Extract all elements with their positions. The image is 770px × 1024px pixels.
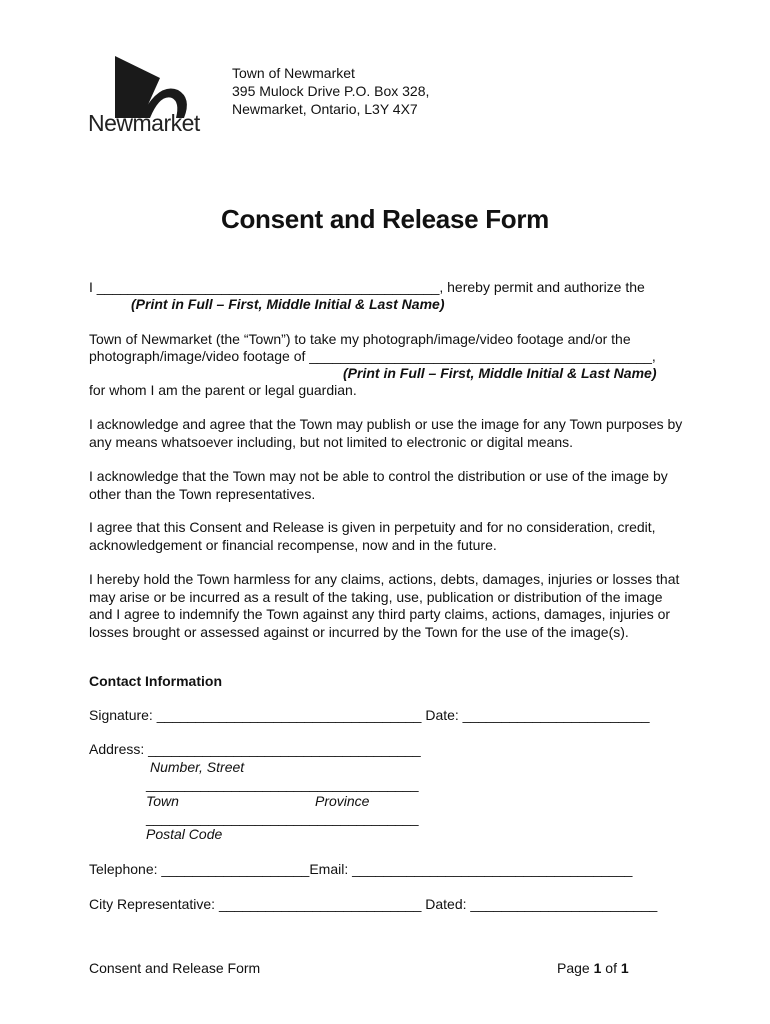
page-current: 1 bbox=[593, 960, 602, 976]
page-total: 1 bbox=[620, 960, 629, 976]
number-street-label: Number, Street bbox=[150, 759, 245, 775]
address-line: 395 Mulock Drive P.O. Box 328, bbox=[232, 83, 430, 99]
page-of: of bbox=[601, 960, 621, 976]
footer-document-name: Consent and Release Form bbox=[89, 960, 261, 976]
contact-heading: Contact Information bbox=[89, 673, 222, 689]
control-paragraph: I acknowledge that the Town may not be able to control the distribution or use of the image by other than the Town representatives. bbox=[89, 468, 668, 502]
signature-date-line[interactable]: Signature: __________________________________ Date: ________________________ bbox=[89, 707, 650, 723]
town-label: Town bbox=[146, 793, 179, 809]
town-province-field[interactable]: ___________________________________ bbox=[146, 776, 419, 792]
authorization-text: Town of Newmarket (the “Town”) to take my photograph/image/video footage and/or the bbox=[89, 331, 631, 347]
telephone-email-line[interactable]: Telephone: ___________________Email: ____________________________________ bbox=[89, 861, 633, 877]
harmless-paragraph: I hereby hold the Town harmless for any claims, actions, debts, damages, injuries or losses that may arise or be incurred as a result of the taking, use, publication or distribution of the image and I agree to indemnify the Town against any third party claims, actions, damages, injuries or losses brought or assessed against or incurred by the Town for the use of the image(s). bbox=[89, 571, 680, 640]
perpetuity-paragraph: I agree that this Consent and Release is given in perpetuity and for no consideration, credit, acknowledgement or financial recompense, now and in the future. bbox=[89, 519, 656, 553]
province-label: Province bbox=[315, 793, 370, 809]
subject-name-hint: (Print in Full – First, Middle Initial & Last Name) bbox=[343, 365, 657, 381]
footage-subject-line: photograph/image/video footage of ____________________________________________, bbox=[89, 348, 656, 364]
address-line-field[interactable]: Address: ___________________________________ bbox=[89, 741, 421, 757]
guardian-text: for whom I am the parent or legal guardian. bbox=[89, 382, 357, 398]
postal-code-field[interactable]: ___________________________________ bbox=[146, 810, 419, 826]
address-line: Town of Newmarket bbox=[232, 65, 355, 81]
logo-wordmark: Newmarket bbox=[88, 110, 200, 136]
postal-code-label: Postal Code bbox=[146, 826, 223, 842]
organization-address bbox=[232, 64, 429, 118]
address-line: Newmarket, Ontario, L3Y 4X7 bbox=[232, 101, 418, 117]
name-authorization-line: I ____________________________________________, hereby permit and authorize the bbox=[89, 279, 645, 295]
page-prefix: Page bbox=[557, 960, 594, 976]
name-field-hint: (Print in Full – First, Middle Initial & Last Name) bbox=[131, 296, 445, 312]
city-representative-line[interactable]: City Representative: __________________________ Dated: ________________________ bbox=[89, 896, 658, 912]
acknowledge-paragraph: I acknowledge and agree that the Town may publish or use the image for any Town purposes by any means whatsoever including, but not limited to electronic or digital means. bbox=[89, 416, 683, 450]
document-title: Consent and Release Form bbox=[221, 204, 549, 234]
footer-page-number bbox=[557, 960, 629, 976]
